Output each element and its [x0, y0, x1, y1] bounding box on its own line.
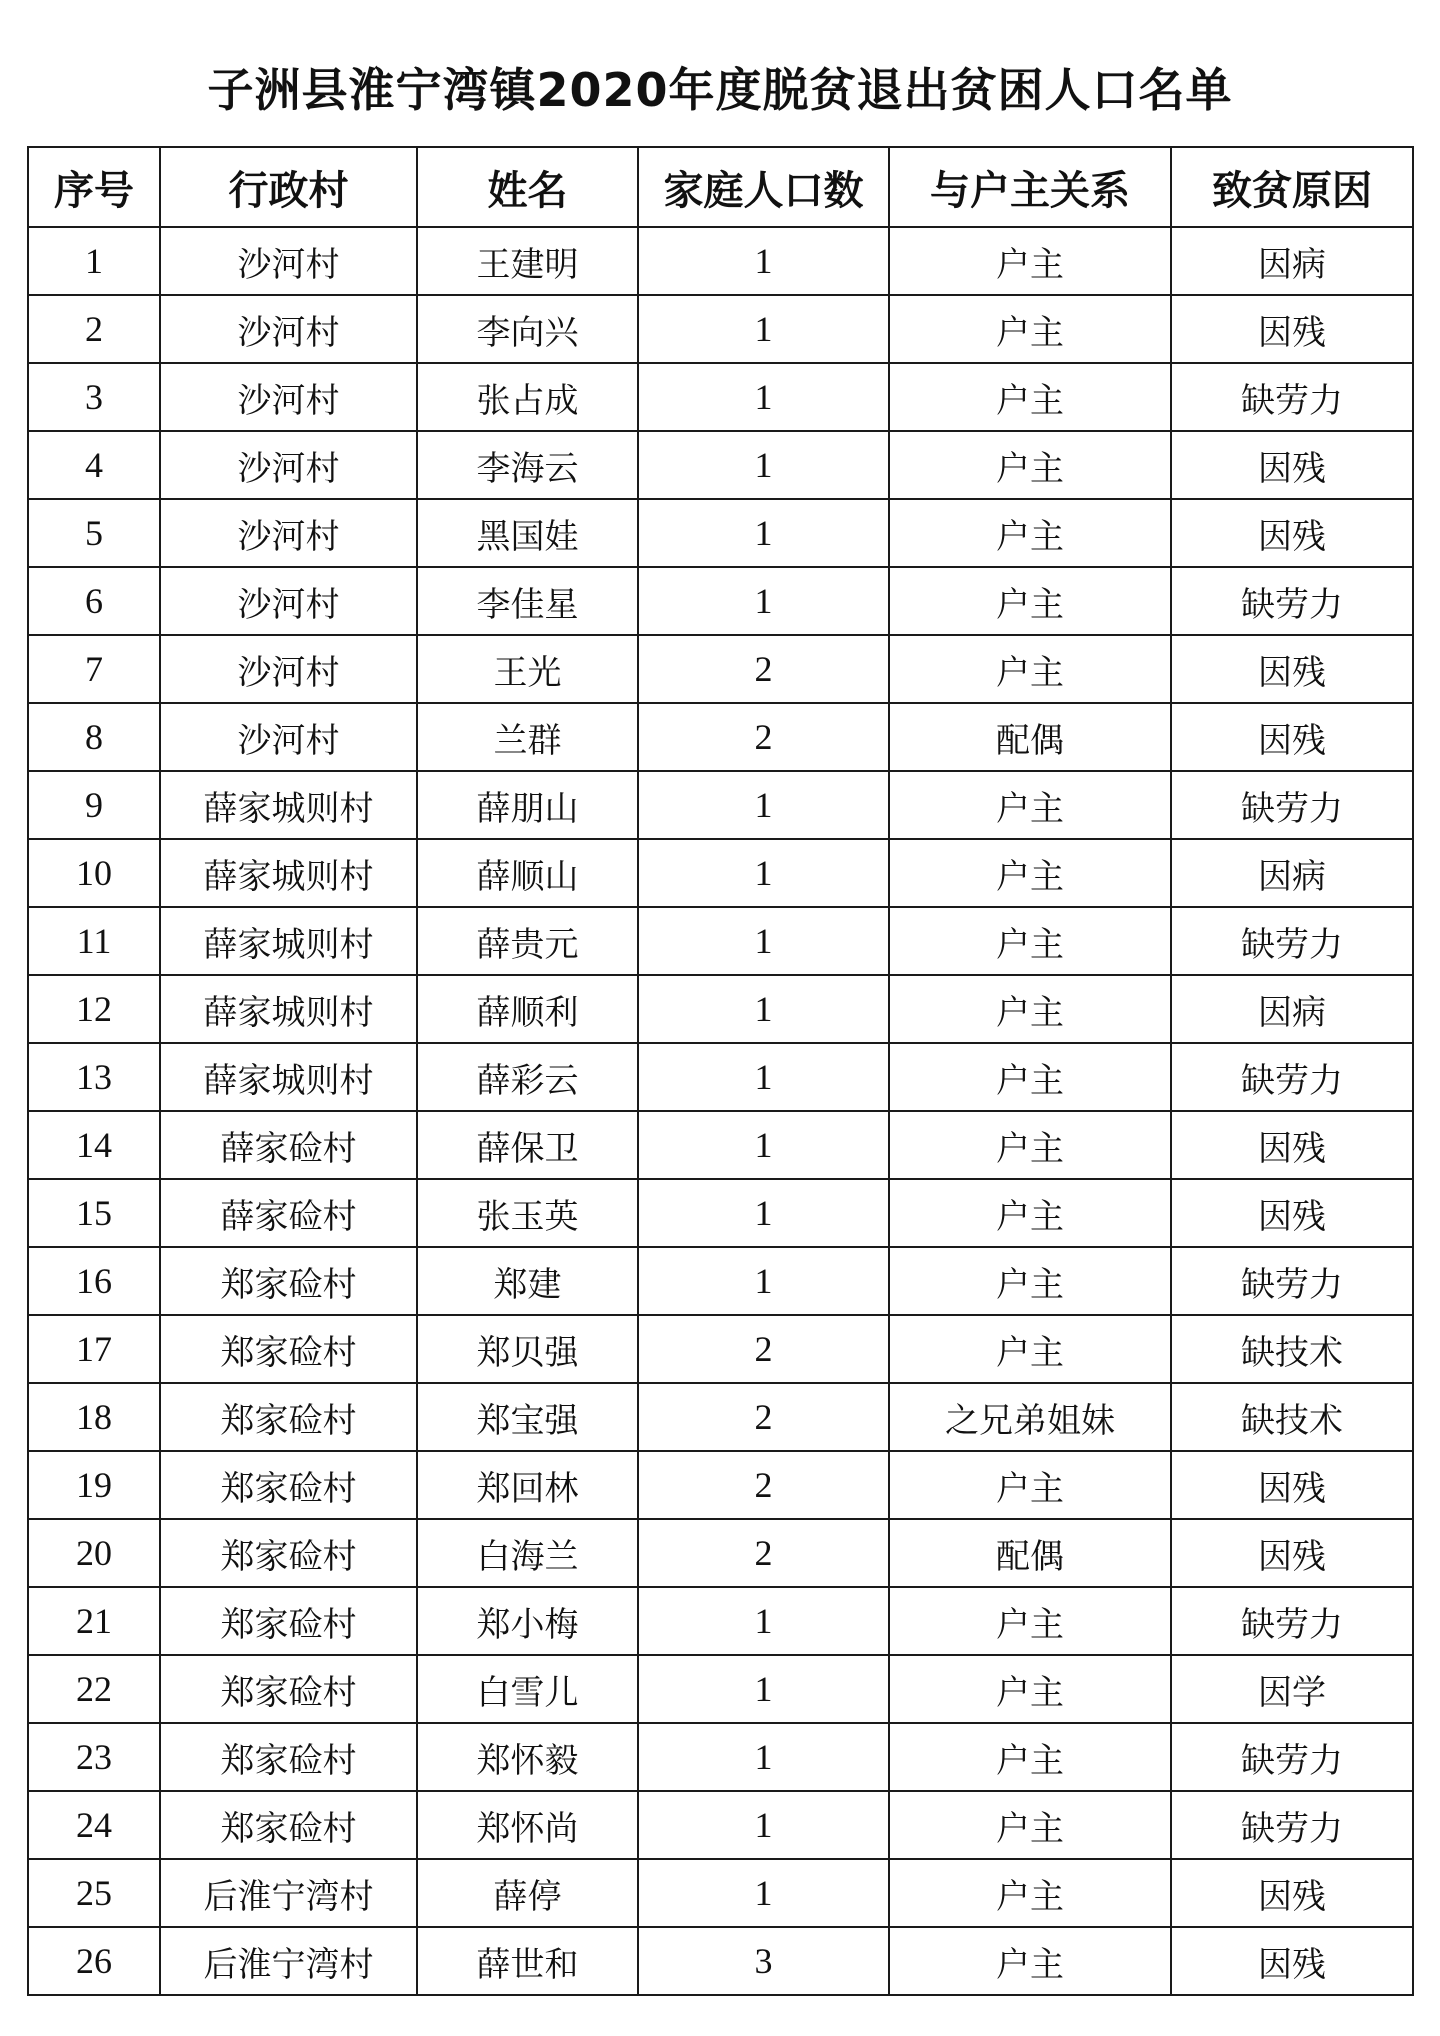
cause-cell: 因残 — [1171, 703, 1413, 771]
serial-cell: 3 — [28, 363, 160, 431]
name-cell: 薛朋山 — [417, 771, 638, 839]
relation-cell: 户主 — [889, 227, 1171, 295]
name-cell: 郑怀毅 — [417, 1723, 638, 1791]
cause-cell: 因残 — [1171, 1519, 1413, 1587]
village-cell: 郑家硷村 — [160, 1791, 417, 1859]
relation-cell: 户主 — [889, 1859, 1171, 1927]
village-cell: 沙河村 — [160, 499, 417, 567]
household-size-cell: 1 — [638, 295, 889, 363]
household-size-cell: 1 — [638, 839, 889, 907]
cause-cell: 因残 — [1171, 1859, 1413, 1927]
name-cell: 郑宝强 — [417, 1383, 638, 1451]
table-row — [28, 839, 1413, 907]
village-cell: 郑家硷村 — [160, 1587, 417, 1655]
name-cell: 薛顺利 — [417, 975, 638, 1043]
serial-cell: 6 — [28, 567, 160, 635]
table-row — [28, 567, 1413, 635]
household-size-cell: 2 — [638, 1519, 889, 1587]
household-size-cell: 2 — [638, 1451, 889, 1519]
table-row — [28, 1723, 1413, 1791]
relation-cell: 配偶 — [889, 1519, 1171, 1587]
serial-cell: 1 — [28, 227, 160, 295]
cause-cell: 缺劳力 — [1171, 363, 1413, 431]
serial-cell: 26 — [28, 1927, 160, 1995]
relation-cell: 户主 — [889, 1451, 1171, 1519]
table-row — [28, 295, 1413, 363]
household-size-cell: 1 — [638, 227, 889, 295]
name-cell: 薛保卫 — [417, 1111, 638, 1179]
table-row — [28, 975, 1413, 1043]
serial-cell: 5 — [28, 499, 160, 567]
name-cell: 薛彩云 — [417, 1043, 638, 1111]
village-cell: 薛家城则村 — [160, 839, 417, 907]
name-cell: 薛停 — [417, 1859, 638, 1927]
household-size-cell: 2 — [638, 703, 889, 771]
name-cell: 薛贵元 — [417, 907, 638, 975]
cause-cell: 缺劳力 — [1171, 907, 1413, 975]
household-size-cell: 1 — [638, 1791, 889, 1859]
relation-cell: 户主 — [889, 1655, 1171, 1723]
table-row — [28, 771, 1413, 839]
serial-cell: 15 — [28, 1179, 160, 1247]
cause-cell: 因病 — [1171, 227, 1413, 295]
household-size-cell: 1 — [638, 499, 889, 567]
table-row — [28, 1383, 1413, 1451]
table-row — [28, 907, 1413, 975]
table-row — [28, 1519, 1413, 1587]
village-cell: 沙河村 — [160, 363, 417, 431]
household-size-cell: 1 — [638, 1587, 889, 1655]
household-size-cell: 1 — [638, 1247, 889, 1315]
header-relation: 与户主关系 — [889, 147, 1171, 227]
cause-cell: 因残 — [1171, 431, 1413, 499]
cause-cell: 因残 — [1171, 1111, 1413, 1179]
cause-cell: 缺劳力 — [1171, 1587, 1413, 1655]
relation-cell: 户主 — [889, 1179, 1171, 1247]
village-cell: 郑家硷村 — [160, 1315, 417, 1383]
cause-cell: 缺劳力 — [1171, 567, 1413, 635]
table-row — [28, 703, 1413, 771]
table-row — [28, 1655, 1413, 1723]
relation-cell: 户主 — [889, 1315, 1171, 1383]
village-cell: 郑家硷村 — [160, 1451, 417, 1519]
page-title: 子洲县淮宁湾镇2020年度脱贫退出贫困人口名单 — [207, 63, 1233, 117]
serial-cell: 16 — [28, 1247, 160, 1315]
name-cell: 王光 — [417, 635, 638, 703]
relation-cell: 户主 — [889, 839, 1171, 907]
household-size-cell: 1 — [638, 975, 889, 1043]
village-cell: 沙河村 — [160, 567, 417, 635]
relation-cell: 户主 — [889, 567, 1171, 635]
household-size-cell: 1 — [638, 1043, 889, 1111]
relation-cell: 户主 — [889, 1587, 1171, 1655]
relation-cell: 户主 — [889, 295, 1171, 363]
relation-cell: 之兄弟姐妹 — [889, 1383, 1171, 1451]
serial-cell: 9 — [28, 771, 160, 839]
household-size-cell: 3 — [638, 1927, 889, 1995]
name-cell: 薛世和 — [417, 1927, 638, 1995]
household-size-cell: 2 — [638, 1383, 889, 1451]
name-cell: 黑国娃 — [417, 499, 638, 567]
relation-cell: 户主 — [889, 1723, 1171, 1791]
household-size-cell: 2 — [638, 635, 889, 703]
relation-cell: 户主 — [889, 907, 1171, 975]
serial-cell: 13 — [28, 1043, 160, 1111]
header-serial: 序号 — [28, 147, 160, 227]
village-cell: 郑家硷村 — [160, 1655, 417, 1723]
relation-cell: 户主 — [889, 635, 1171, 703]
village-cell: 沙河村 — [160, 227, 417, 295]
serial-cell: 10 — [28, 839, 160, 907]
table-row — [28, 227, 1413, 295]
cause-cell: 缺劳力 — [1171, 1723, 1413, 1791]
table-row — [28, 1111, 1413, 1179]
table-row — [28, 1587, 1413, 1655]
table-row — [28, 363, 1413, 431]
table-row — [28, 499, 1413, 567]
serial-cell: 12 — [28, 975, 160, 1043]
household-size-cell: 1 — [638, 1111, 889, 1179]
relation-cell: 户主 — [889, 1043, 1171, 1111]
cause-cell: 缺技术 — [1171, 1383, 1413, 1451]
table-header-row — [28, 147, 1413, 227]
name-cell: 李向兴 — [417, 295, 638, 363]
village-cell: 后淮宁湾村 — [160, 1859, 417, 1927]
name-cell: 白海兰 — [417, 1519, 638, 1587]
serial-cell: 11 — [28, 907, 160, 975]
household-size-cell: 1 — [638, 1655, 889, 1723]
cause-cell: 因残 — [1171, 499, 1413, 567]
household-size-cell: 1 — [638, 1859, 889, 1927]
cause-cell: 因病 — [1171, 975, 1413, 1043]
cause-cell: 缺劳力 — [1171, 1791, 1413, 1859]
cause-cell: 因残 — [1171, 1451, 1413, 1519]
village-cell: 沙河村 — [160, 431, 417, 499]
table-row — [28, 1791, 1413, 1859]
village-cell: 薛家硷村 — [160, 1111, 417, 1179]
serial-cell: 8 — [28, 703, 160, 771]
village-cell: 薛家硷村 — [160, 1179, 417, 1247]
serial-cell: 7 — [28, 635, 160, 703]
name-cell: 郑回林 — [417, 1451, 638, 1519]
table-row — [28, 635, 1413, 703]
cause-cell: 因残 — [1171, 1927, 1413, 1995]
serial-cell: 21 — [28, 1587, 160, 1655]
serial-cell: 19 — [28, 1451, 160, 1519]
serial-cell: 14 — [28, 1111, 160, 1179]
name-cell: 郑建 — [417, 1247, 638, 1315]
village-cell: 沙河村 — [160, 703, 417, 771]
serial-cell: 17 — [28, 1315, 160, 1383]
name-cell: 李海云 — [417, 431, 638, 499]
name-cell: 兰群 — [417, 703, 638, 771]
village-cell: 薛家城则村 — [160, 975, 417, 1043]
relation-cell: 户主 — [889, 1927, 1171, 1995]
serial-cell: 24 — [28, 1791, 160, 1859]
village-cell: 郑家硷村 — [160, 1247, 417, 1315]
village-cell: 薛家城则村 — [160, 1043, 417, 1111]
household-size-cell: 1 — [638, 907, 889, 975]
household-size-cell: 1 — [638, 567, 889, 635]
village-cell: 薛家城则村 — [160, 771, 417, 839]
household-size-cell: 1 — [638, 431, 889, 499]
relation-cell: 户主 — [889, 1247, 1171, 1315]
relation-cell: 配偶 — [889, 703, 1171, 771]
cause-cell: 因残 — [1171, 635, 1413, 703]
village-cell: 郑家硷村 — [160, 1519, 417, 1587]
header-name: 姓名 — [417, 147, 638, 227]
serial-cell: 20 — [28, 1519, 160, 1587]
relation-cell: 户主 — [889, 499, 1171, 567]
serial-cell: 23 — [28, 1723, 160, 1791]
table-row — [28, 1043, 1413, 1111]
cause-cell: 因学 — [1171, 1655, 1413, 1723]
name-cell: 郑怀尚 — [417, 1791, 638, 1859]
name-cell: 白雪儿 — [417, 1655, 638, 1723]
poverty-exit-table — [27, 146, 1414, 1996]
table-row — [28, 1451, 1413, 1519]
cause-cell: 缺劳力 — [1171, 1043, 1413, 1111]
header-cause: 致贫原因 — [1171, 147, 1413, 227]
household-size-cell: 1 — [638, 1723, 889, 1791]
household-size-cell: 1 — [638, 1179, 889, 1247]
relation-cell: 户主 — [889, 1111, 1171, 1179]
cause-cell: 缺劳力 — [1171, 771, 1413, 839]
serial-cell: 18 — [28, 1383, 160, 1451]
village-cell: 沙河村 — [160, 295, 417, 363]
household-size-cell: 2 — [638, 1315, 889, 1383]
serial-cell: 4 — [28, 431, 160, 499]
household-size-cell: 1 — [638, 363, 889, 431]
table-row — [28, 1859, 1413, 1927]
village-cell: 薛家城则村 — [160, 907, 417, 975]
relation-cell: 户主 — [889, 363, 1171, 431]
relation-cell: 户主 — [889, 771, 1171, 839]
table-row — [28, 1927, 1413, 1995]
table-row — [28, 431, 1413, 499]
relation-cell: 户主 — [889, 431, 1171, 499]
table-row — [28, 1247, 1413, 1315]
serial-cell: 2 — [28, 295, 160, 363]
cause-cell: 因病 — [1171, 839, 1413, 907]
relation-cell: 户主 — [889, 1791, 1171, 1859]
village-cell: 郑家硷村 — [160, 1723, 417, 1791]
relation-cell: 户主 — [889, 975, 1171, 1043]
cause-cell: 因残 — [1171, 1179, 1413, 1247]
name-cell: 薛顺山 — [417, 839, 638, 907]
name-cell: 郑贝强 — [417, 1315, 638, 1383]
header-village: 行政村 — [160, 147, 417, 227]
table-row — [28, 1179, 1413, 1247]
serial-cell: 22 — [28, 1655, 160, 1723]
header-household-size: 家庭人口数 — [638, 147, 889, 227]
name-cell: 王建明 — [417, 227, 638, 295]
serial-cell: 25 — [28, 1859, 160, 1927]
name-cell: 郑小梅 — [417, 1587, 638, 1655]
cause-cell: 因残 — [1171, 295, 1413, 363]
name-cell: 张占成 — [417, 363, 638, 431]
village-cell: 郑家硷村 — [160, 1383, 417, 1451]
household-size-cell: 1 — [638, 771, 889, 839]
name-cell: 张玉英 — [417, 1179, 638, 1247]
cause-cell: 缺技术 — [1171, 1315, 1413, 1383]
table-row — [28, 1315, 1413, 1383]
village-cell: 后淮宁湾村 — [160, 1927, 417, 1995]
village-cell: 沙河村 — [160, 635, 417, 703]
table-body — [28, 227, 1413, 1995]
cause-cell: 缺劳力 — [1171, 1247, 1413, 1315]
name-cell: 李佳星 — [417, 567, 638, 635]
